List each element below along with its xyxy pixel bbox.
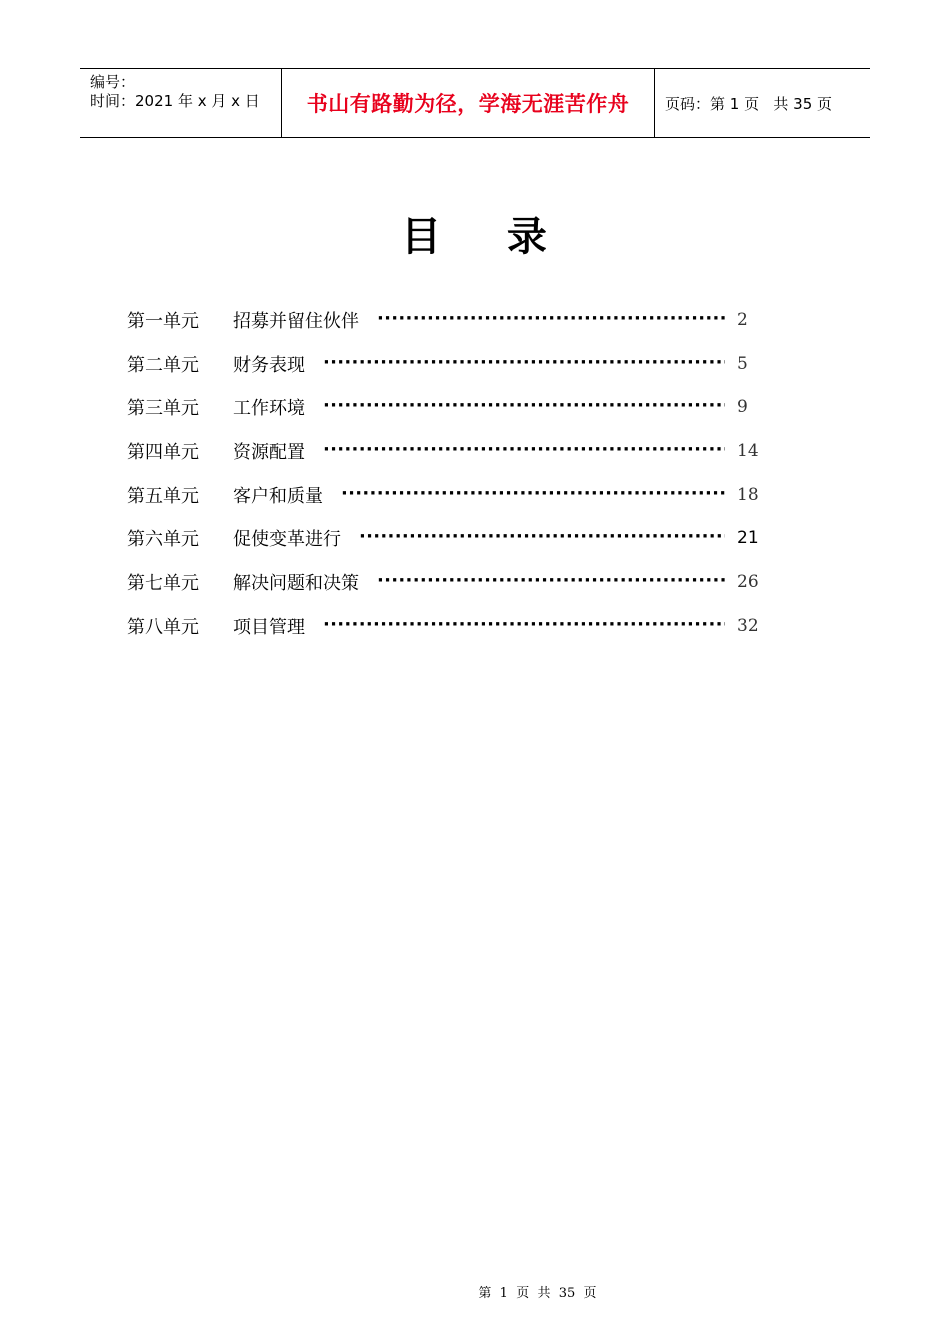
toc-page-number: 2 <box>737 309 748 330</box>
header-meta-cell <box>80 69 282 137</box>
toc-unit-label: 第七单元 <box>127 572 199 594</box>
toc-entry[interactable] <box>127 473 767 517</box>
toc-unit-label: 第一单元 <box>127 310 199 332</box>
toc-entry[interactable] <box>127 385 767 429</box>
toc-leader-dots <box>377 310 725 330</box>
table-of-contents <box>127 298 767 648</box>
toc-entry-title: 工作环境 <box>233 398 305 420</box>
header-page-info: 页码：第 1 页 共 35 页 <box>665 94 833 113</box>
document-date-label: 时间：2021 年 x 月 x 日 <box>90 92 260 110</box>
toc-unit-label: 第八单元 <box>127 616 199 638</box>
toc-page-number: 21 <box>737 528 759 549</box>
toc-page-number: 18 <box>737 484 759 505</box>
page-header <box>80 68 870 138</box>
toc-entry-title: 促使变革进行 <box>233 529 341 551</box>
toc-page-number: 26 <box>737 571 759 592</box>
toc-entry-title: 项目管理 <box>233 616 305 638</box>
toc-entry[interactable] <box>127 516 767 560</box>
toc-leader-dots <box>323 441 725 461</box>
toc-entry-title: 招募并留住伙伴 <box>233 310 359 332</box>
toc-leader-dots <box>377 572 725 592</box>
toc-leader-dots <box>323 616 725 636</box>
toc-unit-label: 第三单元 <box>127 398 199 420</box>
toc-unit-label: 第四单元 <box>127 441 199 463</box>
toc-unit-label: 第五单元 <box>127 485 199 507</box>
toc-unit-label: 第二单元 <box>127 354 199 376</box>
page-title: 目 录 <box>401 214 549 260</box>
toc-leader-dots <box>359 528 725 548</box>
toc-page-number: 9 <box>737 397 748 418</box>
toc-entry-title: 客户和质量 <box>233 485 323 507</box>
toc-entry-title: 资源配置 <box>233 441 305 463</box>
toc-entry-title: 解决问题和决策 <box>233 572 359 594</box>
header-slogan: 书山有路勤为径，学海无涯苦作舟 <box>282 69 655 137</box>
toc-entry[interactable] <box>127 298 767 342</box>
toc-page-number: 14 <box>737 440 759 461</box>
toc-entry[interactable] <box>127 560 767 604</box>
toc-leader-dots <box>323 397 725 417</box>
toc-page-number: 5 <box>737 353 748 374</box>
toc-page-number: 32 <box>737 615 759 636</box>
toc-entry-title: 财务表现 <box>233 354 305 376</box>
toc-leader-dots <box>323 354 725 374</box>
toc-unit-label: 第六单元 <box>127 529 199 551</box>
toc-entry[interactable] <box>127 342 767 386</box>
page-footer: 第 1 页 共 35 页 <box>478 1286 597 1301</box>
toc-entry[interactable] <box>127 604 767 648</box>
toc-entry[interactable] <box>127 429 767 473</box>
document-number-label: 编号： <box>90 73 136 91</box>
toc-leader-dots <box>341 485 725 505</box>
